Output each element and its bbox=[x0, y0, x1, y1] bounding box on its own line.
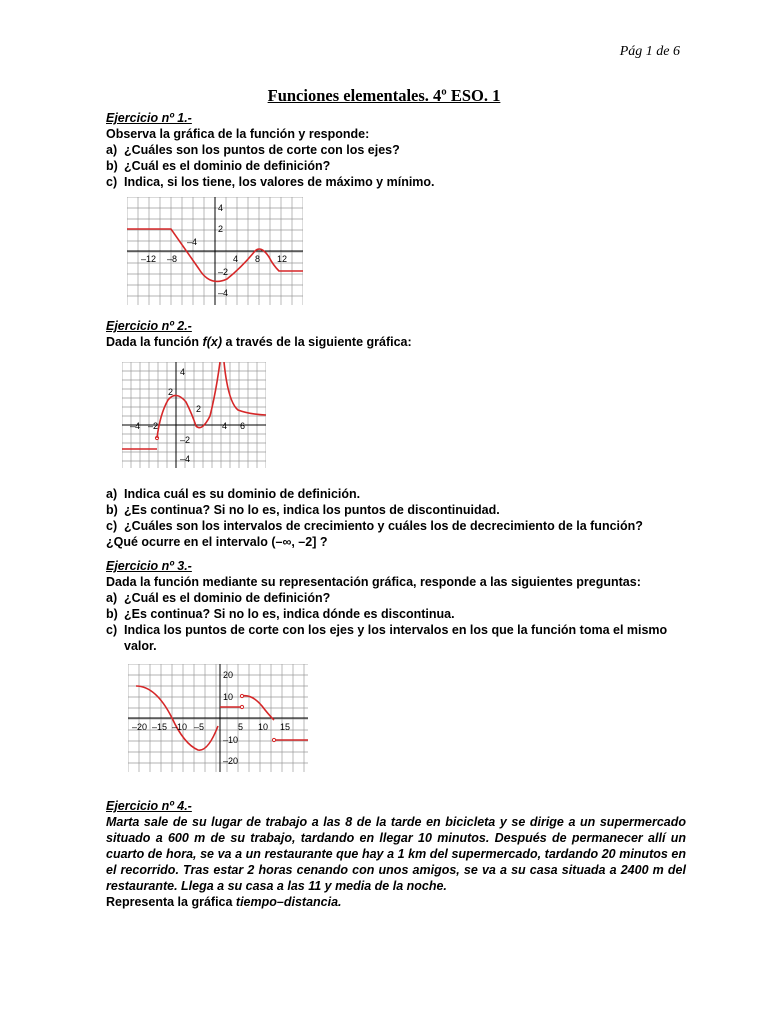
exercise-3-graph bbox=[128, 664, 308, 772]
y-tick: 4 bbox=[218, 203, 224, 213]
exercise-1 bbox=[106, 110, 686, 190]
exercise-3-question-c: c) Indica los puntos de corte con los ejes y los intervalos en los que la función toma el mismo valor. bbox=[106, 623, 668, 653]
x-tick: –2 bbox=[148, 421, 159, 431]
exercise-4-heading: Ejercicio nº 4.- bbox=[106, 799, 192, 813]
open-point bbox=[240, 705, 243, 708]
y-tick: –2 bbox=[180, 435, 191, 445]
exercise-3 bbox=[106, 558, 686, 654]
x-tick: –5 bbox=[194, 722, 205, 732]
exercise-3-question-b: b) ¿Es continua? Si no lo es, indica dónde es discontinua. bbox=[106, 607, 455, 621]
y-tick: 2 bbox=[168, 387, 174, 397]
x-tick: –4 bbox=[130, 421, 141, 431]
document-title: Funciones elementales. 4º ESO. 1 bbox=[267, 86, 501, 105]
exercise-3-intro: Dada la función mediante su representación gráfica, responde a las siguientes preguntas: bbox=[106, 575, 641, 589]
y-tick: 2 bbox=[196, 404, 202, 414]
x-tick: 10 bbox=[258, 722, 269, 732]
exercise-1-intro: Observa la gráfica de la función y responde: bbox=[106, 127, 370, 141]
exercise-2-intro: Dada la función f(x) a través de la siguiente gráfica: bbox=[106, 335, 412, 349]
x-tick: 6 bbox=[240, 421, 246, 431]
y-tick: –20 bbox=[223, 756, 239, 766]
y-tick: –10 bbox=[223, 735, 239, 745]
exercise-1-question-c: c) Indica, si los tiene, los valores de máximo y mínimo. bbox=[106, 175, 435, 189]
exercise-1-question-a: a) ¿Cuáles son los puntos de corte con los ejes? bbox=[106, 143, 400, 157]
x-tick: –8 bbox=[167, 254, 178, 264]
x-tick: 4 bbox=[233, 254, 239, 264]
exercise-4-statement: Marta sale de su lugar de trabajo a las 8 de la tarde en bicicleta y se dirige a un supermercado situado a 600 m de su trabajo, tardando en llegar 10 minutos. Después de permanecer allí un cuarto de hora, se va a un restaurante que hay a 1 km del supermercado, tardando 20 minutos en el recorrido. Tras estar 2 horas cenando con unos amigos, se va a su casa situada a 2400 m del restaurante. Llega a su casa a las 11 y media de la noche. bbox=[106, 815, 686, 893]
x-tick: –10 bbox=[172, 722, 188, 732]
exercise-2-question-c: c) ¿Cuáles son los intervalos de crecimiento y cuáles los de decrecimiento de la función? bbox=[106, 519, 643, 533]
x-tick: 4 bbox=[222, 421, 228, 431]
x-tick: –15 bbox=[152, 722, 168, 732]
y-tick: 4 bbox=[180, 367, 186, 377]
exercise-2-question-c-continuation: ¿Qué ocurre en el intervalo (–∞, –2] ? bbox=[106, 535, 328, 549]
y-tick: –4 bbox=[180, 454, 191, 464]
page-number: Pág 1 de 6 bbox=[619, 44, 680, 59]
exercise-3-heading: Ejercicio nº 3.- bbox=[106, 559, 192, 573]
exercise-4-task: Representa la gráfica tiempo–distancia. bbox=[106, 895, 342, 909]
open-point bbox=[272, 738, 275, 741]
x-tick: –12 bbox=[141, 254, 157, 264]
exercise-1-heading: Ejercicio nº 1.- bbox=[106, 111, 192, 125]
exercise-3-question-a: a) ¿Cuál es el dominio de definición? bbox=[106, 591, 331, 605]
exercise-2-question-b: b) ¿Es continua? Si no lo es, indica los puntos de discontinuidad. bbox=[106, 503, 500, 517]
x-tick: –20 bbox=[132, 722, 148, 732]
x-tick: 5 bbox=[238, 722, 244, 732]
y-tick: 20 bbox=[223, 670, 234, 680]
exercise-2-questions bbox=[106, 486, 686, 550]
exercise-1-question-b: b) ¿Cuál es el dominio de definición? bbox=[106, 159, 331, 173]
x-tick: 12 bbox=[277, 254, 288, 264]
y-tick: –4 bbox=[218, 288, 229, 298]
exercise-2-heading: Ejercicio nº 2.- bbox=[106, 319, 192, 333]
y-tick: 10 bbox=[223, 692, 234, 702]
exercise-4 bbox=[106, 798, 686, 910]
exercise-2-question-a: a) Indica cuál es su dominio de definición. bbox=[106, 487, 361, 501]
open-point bbox=[240, 694, 243, 697]
exercise-2-graph bbox=[122, 362, 266, 468]
function-curve-middle bbox=[157, 362, 220, 438]
exercise-2 bbox=[106, 318, 686, 350]
exercise-1-graph bbox=[127, 197, 303, 305]
x-tick: 8 bbox=[255, 254, 261, 264]
x-tick: 15 bbox=[280, 722, 291, 732]
y-tick: –2 bbox=[218, 267, 229, 277]
y-tick: 2 bbox=[218, 224, 224, 234]
x-tick: –4 bbox=[187, 237, 198, 247]
